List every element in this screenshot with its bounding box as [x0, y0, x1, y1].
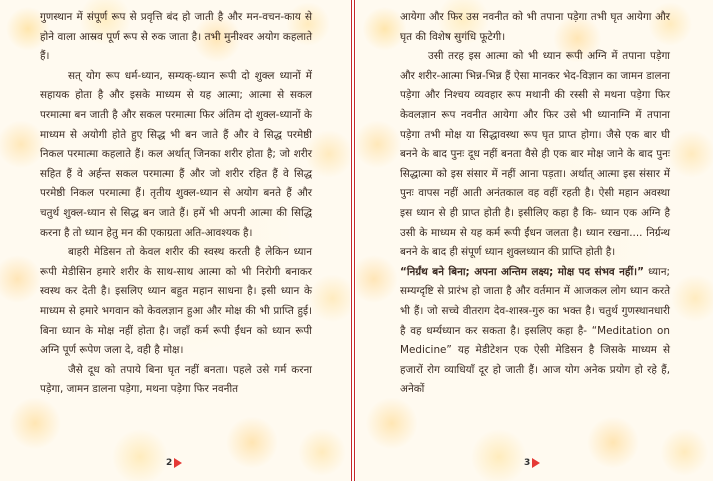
- left-page-number: [166, 458, 182, 468]
- right-page-number: [524, 458, 540, 468]
- right-paragraph-3-text: ध्यान; सम्यग्दृष्टि से प्रारंभ हो जाता है और वर्तमान में आजकल लोग ध्यान करते भी हैं। जो सच्चे वीतराग देव-शास्त्र-गुरु का भक्त है। चतुर्थ गुणस्थानधारी है वह धर्म्यध्यान कर सकता है। इसलिए कहा है- “Meditation on Medicine” यह मेडीटेशन एक ऐसी मेडिसन है जिसके माध्यम से हजारों रोग व्याधियाँ दूर हो जाती हैं। आज योग अनेक प्रयोग हो रहे हैं, अनेकों: [400, 265, 670, 396]
- left-page-number-text: 2: [166, 458, 173, 468]
- left-paragraph-3: बाहरी मेडिसन तो केवल शरीर की स्वस्थ करती है लेकिन ध्यान रूपी मेडीसिन हमारे शरीर के साथ-साथ आत्मा को भी निरोगी बनाकर स्वस्थ कर देती है। इसलिए ध्यान बहुत महान साधना है। इसी ध्यान के माध्यम से हमारे भगवान को केवलज्ञान हुआ और मोक्ष की भी प्राप्ति हुई। बिना ध्यान के मोक्ष नहीं होता है। जहाँ कर्म रूपी ईंधन को ध्यान रूपी अग्नि पूर्ण रूपेण जला दे, वही है मोक्ष।: [40, 246, 312, 357]
- right-page-number-text: 3: [524, 458, 531, 468]
- right-paragraph-1: आयेगा और फिर उस नवनीत को भी तपाना पड़ेगा तभी घृत आयेगा और घृत की विशेष सुगंधि फूटेगी।: [400, 11, 670, 43]
- right-paragraph-3: [400, 263, 670, 400]
- right-page-text: [400, 8, 670, 400]
- right-paragraph-2: उसी तरह इस आत्मा को भी ध्यान रूपी अग्नि में तपाना पड़ेगा और शरीर-आत्मा भिन्न-भिन्न हैं ऐसा मानकर भेद-विज्ञान का जामन डालना पड़ेगा और निश्चय व्यवहार रूप मथानी की रस्सी से मथना पड़ेगा फिर केवलज्ञान रूप नवनीत आयेगा और फिर उसे भी ध्यानाग्नि में तपाना पड़ेगा तभी मोक्ष या सिद्धावस्था रूप घृत प्राप्त होगा। जैसे एक बार घी बनने के बाद पुनः दूध नहीं बनता वैसे ही एक बार मोक्ष जाने के बाद पुनः सिद्धात्मा को इस संसार में नहीं आना पड़ता। अर्थात् आत्मा इस संसार में पुनः वापस नहीं आती अनंतकाल वह वहीं रहती है। ऐसी महान अवस्था इस ध्यान से ही प्राप्त होती है। इसीलिए कहा है कि- ध्यान एक अग्नि है उसी के माध्यम से यह कर्म रूपी ईंधन जलता है। ध्यान रखना.... निर्ग्रन्थ बनने के बाद ही संपूर्ण ध्यान शुक्लध्यान की प्राप्ति होती है।: [400, 50, 670, 259]
- right-page: [356, 0, 713, 481]
- left-page: [0, 0, 350, 481]
- left-paragraph-1: गुणस्थान में संपूर्ण रूप से प्रवृत्ति बंद हो जाती है और मन-वचन-काय से होने वाला आस्रव पूर्ण रूप से रुक जाता है। तभी मुनीश्वर अयोग कहलाते हैं।: [40, 11, 312, 63]
- page-arrow-icon: [174, 458, 182, 468]
- left-page-text: [40, 8, 312, 400]
- quote-title: “निर्ग्रंथ बने बिना; अपना अन्तिम लक्ष्य; मोक्ष पद संभव नहीं।”: [400, 265, 644, 278]
- left-paragraph-2: सत् योग रूप धर्म-ध्यान, सम्यक्-ध्यान रूपी दो शुक्ल ध्यानों में सहायक होता है और इसके माध्यम से यह आत्मा; आत्मा से सकल परमात्मा बन जाती है और सकल परमात्मा फिर अंतिम दो शुक्ल-ध्यानों के माध्यम से अयोगी होते हुए सिद्ध भी बन जाते हैं और वे सिद्ध परमेष्ठी निकल परमात्मा कहलाते हैं। कल अर्थात् जिनका शरीर होता है; जो शरीर सहित हैं वे अर्हन्त सकल परमात्मा हैं और जो शरीर रहित हैं वे सिद्ध परमेष्ठी निकल परमात्मा हैं। तृतीय शुक्ल-ध्यान से अयोग बनते हैं और चतुर्थ शुक्ल-ध्यान से सिद्ध बन जाते हैं। हमें भी अपनी आत्मा की सिद्धि करना है तो ध्यान हेतु मन की एकाग्रता अति-आवश्यक है।: [40, 69, 312, 239]
- left-paragraph-4: जैसे दूध को तपाये बिना घृत नहीं बनता। पहले उसे गर्म करना पड़ेगा, जामन डालना पड़ेगा, मथना पड़ेगा फिर नवनीत: [40, 363, 312, 396]
- page-arrow-icon: [532, 458, 540, 468]
